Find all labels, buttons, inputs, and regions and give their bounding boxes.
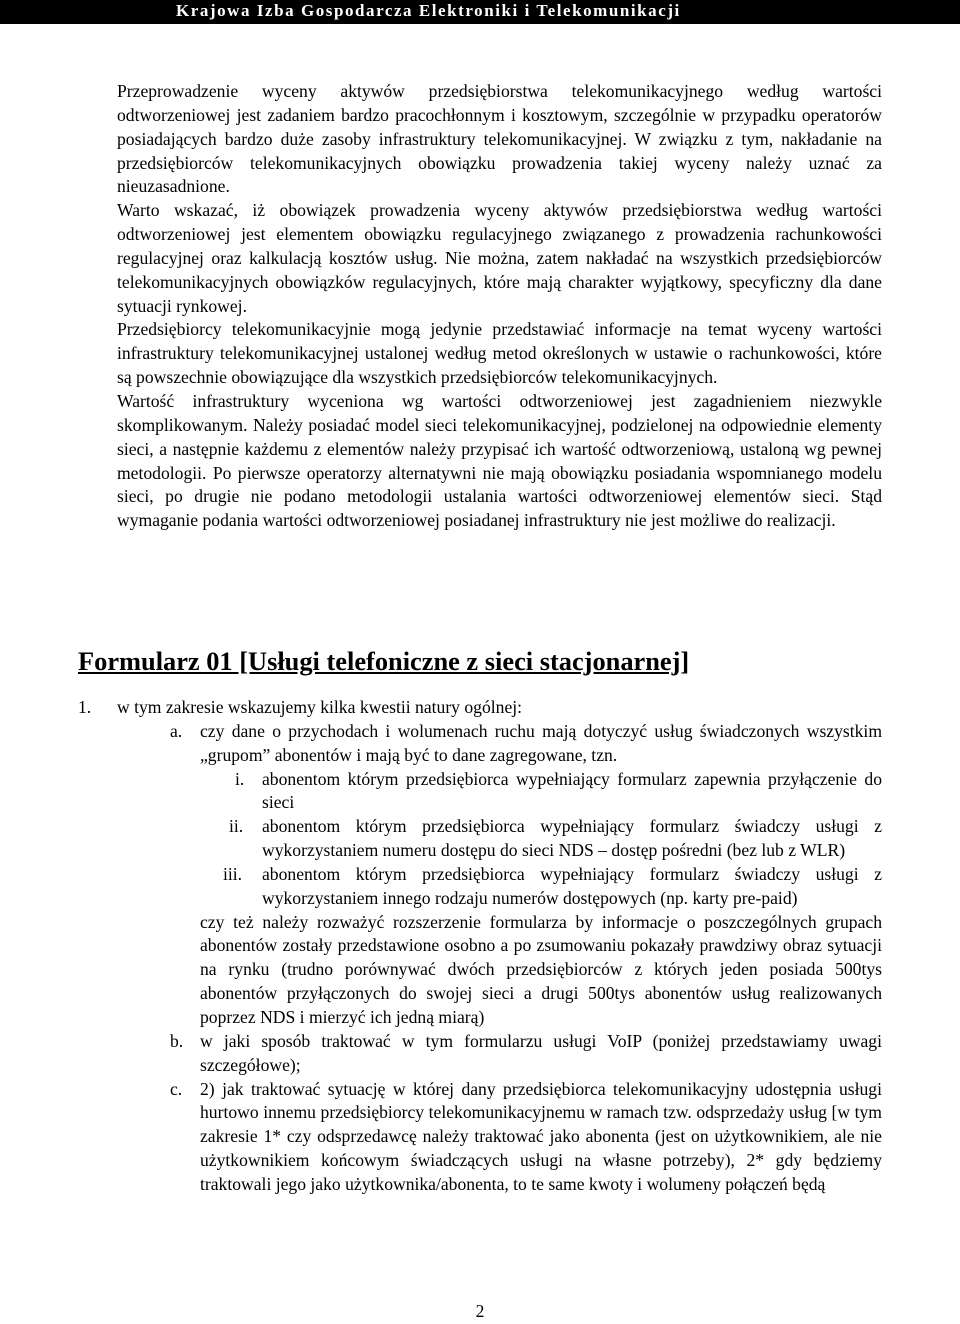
list-item-a	[78, 720, 882, 768]
list-item-text: abonentom którym przedsiębiorca wypełniający formularz świadczy usługi z wykorzystaniem innego rodzaju numerów dostępowych (np. karty pre-paid)	[262, 863, 882, 908]
list-item-text: w jaki sposób traktować w tym formularzu usługi VoIP (poniżej przedstawiamy uwagi szczegółowe);	[200, 1030, 882, 1075]
list-item-b	[78, 1030, 882, 1078]
list-item-text: czy dane o przychodach i wolumenach ruchu mają dotyczyć usług świadczonych wszystkim „grupom” abonentów i mają być to dane zagregowane, tzn.	[200, 720, 882, 765]
list-marker: iii.	[223, 863, 243, 884]
list-item-text: 2) jak traktować sytuację w której dany przedsiębiorca telekomunikacyjny udostępnia usługi hurtowo innemu przedsiębiorcy telekomunikacyjnemu w ramach tzw. odsprzedaży usług [w tym zakresie 1* czy odsprzedawcę należy traktować jako abonenta (jest on użytkownikiem, ale nie użytkownikiem końcowym świadczących usługi na własne potrzeby), 2* gdy będziemy traktowali jego jako użytkownika/abonenta, to te same kwoty i wolumeny połączeń będą	[200, 1078, 882, 1194]
list-item-iii	[78, 863, 882, 911]
list-item-text: abonentom którym przedsiębiorca wypełniający formularz zapewnia przyłączenie do sieci	[262, 768, 882, 813]
list-item-i	[78, 768, 882, 816]
list-item-text: abonentom którym przedsiębiorca wypełniający formularz świadczy usługi z wykorzystaniem numeru dostępu do sieci NDS – dostęp pośredni (bez lub z WLR)	[262, 816, 882, 861]
header-title: Krajowa Izba Gospodarcza Elektroniki i Telekomunikacji	[176, 1, 681, 20]
paragraph-1: Przeprowadzenie wyceny aktywów przedsiębiorstwa telekomunikacyjnego według wartości odtworzeniowej jest zadaniem bardzo pracochłonnym i kosztowym, szczególnie w przypadku operatorów posiadających bardzo duże zasoby infrastruktury telekomunikacyjnej. W związku z tym, nakładanie na przedsiębiorców telekomunikacyjnych obowiązku prowadzenia takiej wyceny należy uznać za nieuzasadnione.	[117, 81, 882, 197]
list-marker: 1.	[78, 697, 92, 717]
list-marker: i.	[235, 768, 245, 789]
paragraph-4: Wartość infrastruktury wyceniona wg wartości odtworzeniowej jest zagadnieniem niezwykle skomplikowanym. Należy posiadać model sieci telekomunikacyjnej, podzielonej na odpowiednie elementy sieci, a następnie każdemu z elementów należy przypisać ich wartość odtworzeniową, ustaloną wg pewnej metodologii. Po pierwsze operatorzy alternatywni nie mają obowiązku posiadania wspomnianego modelu sieci, po drugie nie podano metodologii ustalania wartości odtworzeniowej elementów sieci. Stąd wymaganie podania wartości odtworzeniowej posiadanej infrastruktury nie jest możliwe do realizacji.	[117, 390, 882, 531]
section-title: Formularz 01 [Usługi telefoniczne z sieci stacjonarnej]	[78, 646, 690, 676]
list-item-text: w tym zakresie wskazujemy kilka kwestii natury ogólnej:	[117, 697, 523, 717]
paragraph-3: Przedsiębiorcy telekomunikacyjnie mogą jedynie przedstawiać informacje na temat wyceny wartości infrastruktury telekomunikacyjnej ustalonej według metod określonych w ustawie o rachunkowości, które są powszechnie obowiązujące dla wszystkich przedsiębiorców telekomunikacyjnych.	[117, 319, 882, 388]
document-header	[0, 0, 960, 24]
list-item-text: czy też należy rozważyć rozszerzenie formularza by informacje o poszczególnych grupach abonentów zostały przedstawione osobno a po zsumowaniu pokazały prawdziwy obraz sytuacji na rynku (trudno porównywać dwóch przedsiębiorców z których jeden posiada 500tys abonentów przyłączonych do swojej sieci a drugi 500tys abonentów usług realizowanych poprzez NDS i mierzyć ich jedną miarą)	[200, 911, 882, 1027]
list-marker: c.	[170, 1078, 183, 1099]
list-item-a-continuation	[78, 911, 882, 1030]
list-item-ii	[78, 815, 882, 863]
body-text	[117, 80, 882, 533]
list-marker: b.	[170, 1030, 184, 1051]
paragraph-2: Warto wskazać, iż obowiązek prowadzenia wyceny aktywów przedsiębiorstwa według wartości odtworzeniowej jest elementem obowiązku regulacyjnego związanego z prowadzenia rachunkowości regulacyjnej oraz kalkulacją kosztów usług. Nie można, zatem nakładać na wszystkich przedsiębiorców telekomunikacyjnych obowiązków regulacyjnych, które mają charakter wyjątkowy, specyficzny dla dane sytuacji rynkowej.	[117, 200, 882, 316]
list-marker: ii.	[229, 816, 244, 837]
list-item-1	[78, 696, 882, 720]
page-number: 2	[475, 1301, 485, 1321]
list-item-c	[78, 1078, 882, 1197]
list-marker: a.	[170, 720, 183, 741]
question-list	[78, 696, 882, 1197]
